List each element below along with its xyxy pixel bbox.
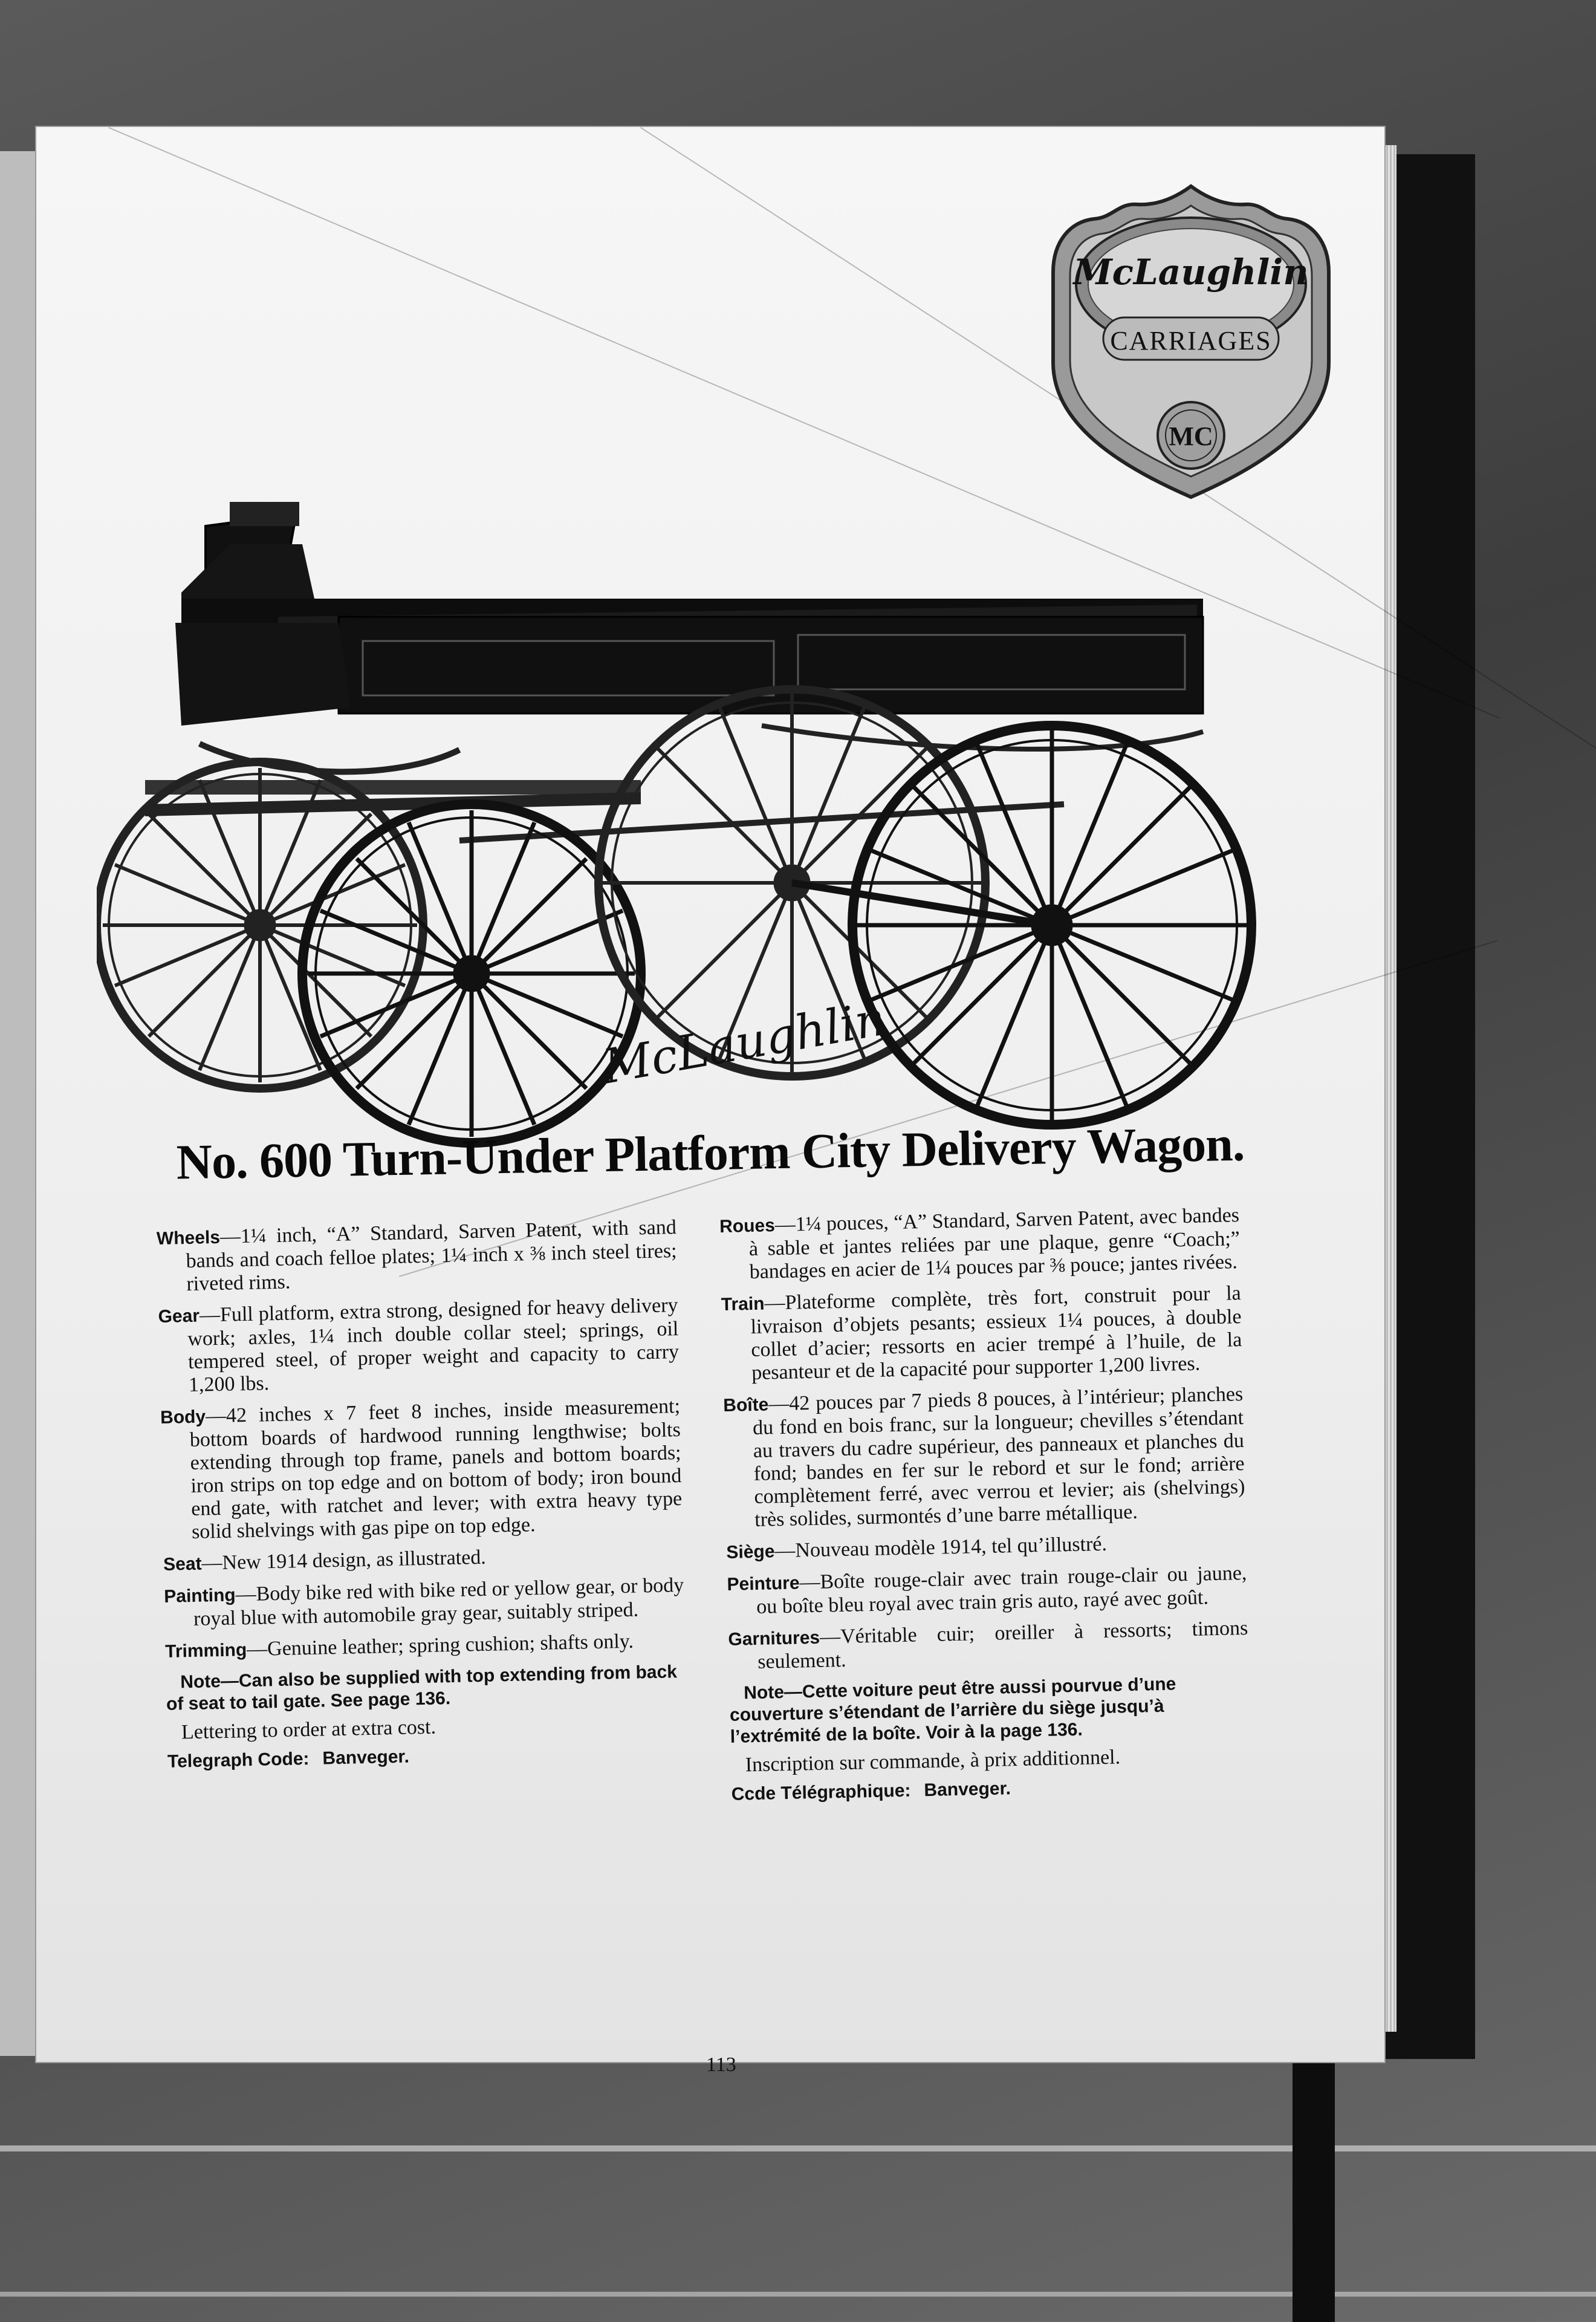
mclaughlin-signature: McLaughlin	[598, 991, 890, 1095]
spec-trimming: Trimming—Genuine leather; spring cushion; shafts only.	[164, 1630, 634, 1662]
spec-seat: Seat—New 1914 design, as illustrated.	[163, 1546, 487, 1575]
front-wheel	[302, 804, 641, 1143]
spec-roues: Roues—1¼ pouces, “A” Standard, Sarven Patent, avec bandes à sable et jantes reliées par une plaque, genre “Coach;” bandages en acier de 1¼ pouces par ⅜ pouce; jantes rivées.	[719, 1204, 1241, 1284]
lettering-english: Lettering to order at extra cost.	[181, 1715, 436, 1744]
front-wheel-back	[97, 762, 423, 1088]
lettering-french: Inscription sur commande, à prix additionnel.	[745, 1746, 1121, 1777]
desk-line	[0, 2145, 1596, 2151]
spec-peinture: Peinture—Boîte rouge-clair avec train rouge-clair ou jaune, ou boîte bleu royal avec train gris auto, rayé avec goût.	[727, 1561, 1247, 1618]
note-french: Note—Cette voiture peut être aussi pourvue d’une couverture s’étendant de l’arrière du siège jusqu’à l’extrémité de la boîte. Voir à la page 136.	[729, 1674, 1176, 1747]
svg-text:MC: MC	[1169, 421, 1213, 451]
page-number: 113	[706, 2054, 736, 2076]
telegraph-code-english: Telegraph Code: Banveger.	[167, 1746, 410, 1772]
spec-garnitures: Garnitures—Véritable cuir; oreiller à ressorts; timons seulement.	[728, 1616, 1248, 1673]
spec-painting: Painting—Body bike red with bike red or yellow gear, or body royal blue with automobile gray gear, suitably striped.	[163, 1573, 684, 1630]
svg-text:CARRIAGES: CARRIAGES	[1110, 326, 1272, 356]
spec-boite: Boîte—42 pouces par 7 pieds 8 pouces, à l’intérieur; planches du fond en bois franc, sur la longueur; chevilles s’étendant au travers du cadre supérieur, des panneaux et planches du fond; bandes en fer sur le rebord et sur le fond; arrière complètement ferré, avec verrou et levier; ais (shelvings) très solides, surmontés d’une barre métallique.	[723, 1383, 1245, 1531]
page-title: No. 600 Turn-Under Platform City Delivery Wagon.	[176, 1116, 1245, 1190]
spec-train: Train—Plateforme complète, très fort, construit pour la livraison d’objets pesants; essieux 1¼ pouces, à double collet d’acier; ressorts en acier trempé à l’huile, de la pesanteur et de la capacité pour supporter 1,200 livres.	[721, 1282, 1242, 1385]
svg-text:McLaughlin: McLaughlin	[1073, 252, 1309, 293]
note-english: Note—Can also be supplied with top extending from back of seat to tail gate. See page 136.	[166, 1662, 678, 1714]
desk-line	[0, 2292, 1596, 2297]
spec-wheels: Wheels—1¼ inch, “A” Standard, Sarven Patent, with sand bands and coach felloe plates; 1¼ inch x ⅜ inch steel tires; riveted rims.	[156, 1216, 677, 1296]
french-specifications	[719, 1204, 1252, 1812]
telegraph-code-french: Ccde Télégraphique: Banveger.	[731, 1778, 1011, 1804]
spec-body: Body—42 inches x 7 feet 8 inches, inside measurement; bottom boards of hardwood running lengthwise; bolts extending through top frame, panels and bottom boards; iron strips on top edge and on bottom of body; iron bound end gate, with ratchet and lever; with extra heavy type solid shelvings with gas pipe on top edge.	[160, 1395, 683, 1543]
catalog-page	[36, 127, 1384, 2076]
spec-siege: Siège—Nouveau modèle 1914, tel qu’illustré.	[726, 1532, 1108, 1563]
spec-gear: Gear—Full platform, extra strong, designed for heavy delivery work; axles, 1¼ inch double collar steel; springs, oil tempered steel, of proper weight and capacity to carry 1,200 lbs.	[158, 1294, 680, 1397]
english-specifications	[157, 1216, 688, 1780]
